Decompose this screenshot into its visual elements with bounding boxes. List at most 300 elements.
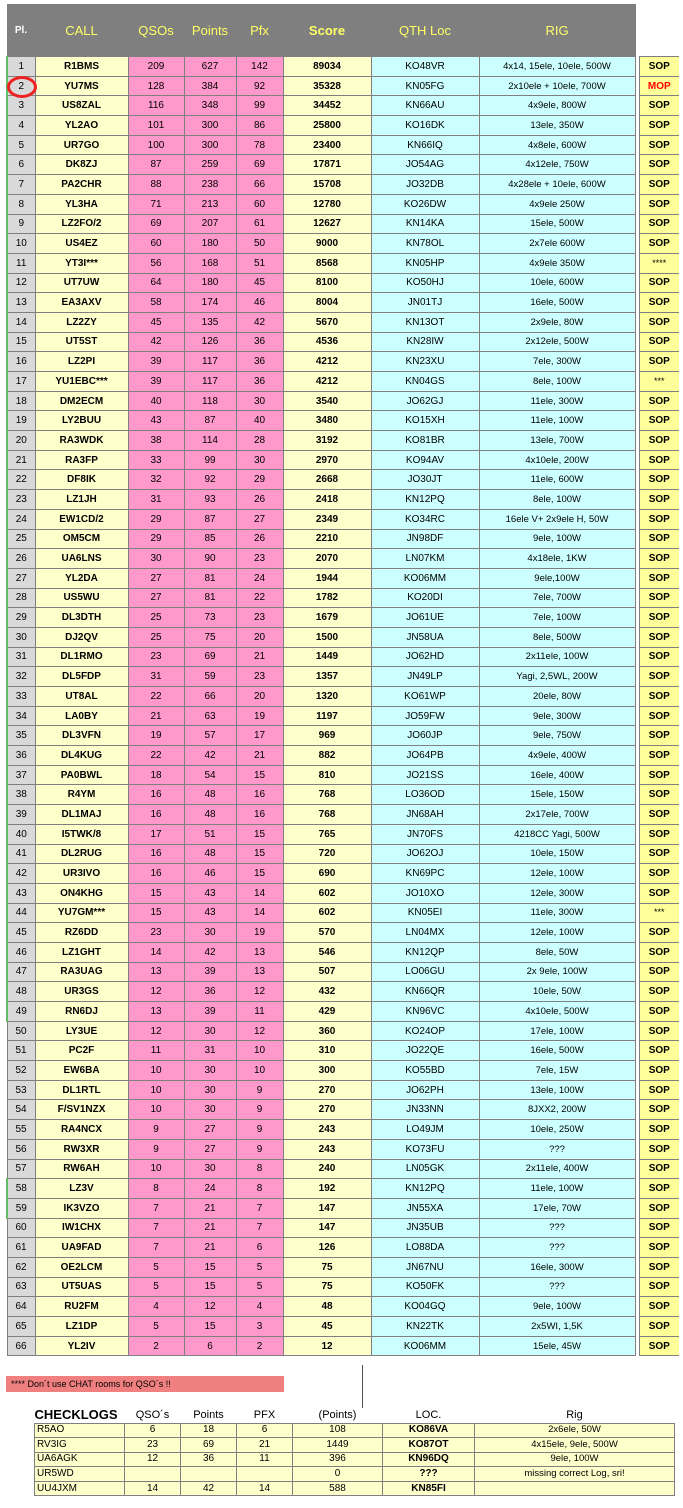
qsos-cell: 11 bbox=[128, 1041, 184, 1061]
rank-cell: 50 bbox=[7, 1021, 35, 1041]
qsos-cell: 14 bbox=[128, 942, 184, 962]
rig-cell: 8JXX2, 200W bbox=[479, 1100, 635, 1120]
checklog-pfx-cell bbox=[237, 1467, 293, 1482]
score-cell: 34452 bbox=[283, 96, 371, 116]
checklogs-header-loc: LOC. bbox=[415, 1408, 442, 1421]
pfx-cell: 4 bbox=[236, 1297, 283, 1317]
pfx-cell: 7 bbox=[236, 1198, 283, 1218]
rank-cell: 63 bbox=[7, 1277, 35, 1297]
table-row bbox=[7, 726, 679, 746]
category-cell: SOP bbox=[639, 1002, 679, 1022]
call-cell: UA9FAD bbox=[35, 1238, 128, 1258]
table-row bbox=[7, 116, 679, 136]
pfx-cell: 13 bbox=[236, 962, 283, 982]
category-cell: SOP bbox=[639, 175, 679, 195]
rank-cell: 64 bbox=[7, 1297, 35, 1317]
qsos-cell: 10 bbox=[128, 1061, 184, 1081]
qsos-cell: 30 bbox=[128, 549, 184, 569]
points-cell: 174 bbox=[184, 293, 236, 313]
rank-cell: 29 bbox=[7, 608, 35, 628]
rank-cell: 19 bbox=[7, 411, 35, 431]
checklog-score-cell: 588 bbox=[293, 1481, 383, 1496]
call-cell: IK3VZO bbox=[35, 1198, 128, 1218]
locator-cell: JN58UA bbox=[371, 627, 479, 647]
rank-cell: 22 bbox=[7, 470, 35, 490]
pfx-cell: 9 bbox=[236, 1100, 283, 1120]
category-cell: SOP bbox=[639, 214, 679, 234]
score-cell: 969 bbox=[283, 726, 371, 746]
qsos-cell: 69 bbox=[128, 214, 184, 234]
checklog-row bbox=[35, 1423, 675, 1438]
table-row bbox=[7, 431, 679, 451]
points-cell: 384 bbox=[184, 76, 236, 96]
points-cell: 81 bbox=[184, 568, 236, 588]
rig-cell: 2x 9ele, 100W bbox=[479, 962, 635, 982]
points-cell: 213 bbox=[184, 194, 236, 214]
category-cell: SOP bbox=[639, 982, 679, 1002]
rank-cell: 45 bbox=[7, 923, 35, 943]
qsos-cell: 13 bbox=[128, 1002, 184, 1022]
pfx-cell: 12 bbox=[236, 982, 283, 1002]
qsos-cell: 101 bbox=[128, 116, 184, 136]
score-cell: 1357 bbox=[283, 667, 371, 687]
call-cell: OM5CM bbox=[35, 529, 128, 549]
locator-cell: LN07KM bbox=[371, 549, 479, 569]
locator-cell: KN13OT bbox=[371, 312, 479, 332]
rig-cell: 9ele, 100W bbox=[479, 529, 635, 549]
locator-cell: KO06MM bbox=[371, 568, 479, 588]
category-cell: SOP bbox=[639, 1297, 679, 1317]
pfx-cell: 19 bbox=[236, 923, 283, 943]
table-row bbox=[7, 746, 679, 766]
qsos-cell: 56 bbox=[128, 253, 184, 273]
score-cell: 810 bbox=[283, 765, 371, 785]
category-cell: SOP bbox=[639, 450, 679, 470]
qsos-cell: 15 bbox=[128, 883, 184, 903]
pfx-cell: 23 bbox=[236, 608, 283, 628]
rank-cell: 15 bbox=[7, 332, 35, 352]
locator-cell: LO88DA bbox=[371, 1238, 479, 1258]
checklogs-section bbox=[34, 1407, 674, 1496]
points-cell: 39 bbox=[184, 962, 236, 982]
table-row bbox=[7, 608, 679, 628]
score-cell: 75 bbox=[283, 1277, 371, 1297]
qsos-cell: 209 bbox=[128, 57, 184, 77]
pfx-cell: 6 bbox=[236, 1238, 283, 1258]
category-cell: SOP bbox=[639, 234, 679, 254]
category-cell: SOP bbox=[639, 746, 679, 766]
rank-cell: 12 bbox=[7, 273, 35, 293]
qsos-cell: 29 bbox=[128, 529, 184, 549]
rank-cell: 28 bbox=[7, 588, 35, 608]
rig-cell: ??? bbox=[479, 1277, 635, 1297]
locator-cell: KN28IW bbox=[371, 332, 479, 352]
category-cell: SOP bbox=[639, 352, 679, 372]
points-cell: 42 bbox=[184, 746, 236, 766]
rig-cell: 4x18ele, 1KW bbox=[479, 549, 635, 569]
points-cell: 57 bbox=[184, 726, 236, 746]
category-cell: SOP bbox=[639, 883, 679, 903]
rig-cell: 4x9ele 350W bbox=[479, 253, 635, 273]
call-cell: UR3IVO bbox=[35, 864, 128, 884]
score-cell: 12627 bbox=[283, 214, 371, 234]
qsos-cell: 16 bbox=[128, 844, 184, 864]
points-cell: 48 bbox=[184, 844, 236, 864]
score-cell: 8568 bbox=[283, 253, 371, 273]
score-cell: 2970 bbox=[283, 450, 371, 470]
pfx-cell: 30 bbox=[236, 450, 283, 470]
pfx-cell: 45 bbox=[236, 273, 283, 293]
table-row bbox=[7, 883, 679, 903]
qsos-cell: 7 bbox=[128, 1218, 184, 1238]
table-row bbox=[7, 844, 679, 864]
category-cell: SOP bbox=[639, 194, 679, 214]
rig-cell: 10ele, 50W bbox=[479, 982, 635, 1002]
qsos-cell: 71 bbox=[128, 194, 184, 214]
checklogs-header-qsos: QSO´s bbox=[135, 1408, 170, 1421]
qsos-cell: 21 bbox=[128, 706, 184, 726]
points-cell: 126 bbox=[184, 332, 236, 352]
rig-cell: 10ele, 600W bbox=[479, 273, 635, 293]
call-cell: YU7GM*** bbox=[35, 903, 128, 923]
locator-cell: JN33NN bbox=[371, 1100, 479, 1120]
call-cell: R4YM bbox=[35, 785, 128, 805]
locator-cell: KO81BR bbox=[371, 431, 479, 451]
points-cell: 627 bbox=[184, 57, 236, 77]
pfx-cell: 66 bbox=[236, 175, 283, 195]
checklog-qsos-cell: 23 bbox=[125, 1438, 181, 1453]
checklog-locator-cell: ??? bbox=[383, 1467, 475, 1482]
pfx-cell: 15 bbox=[236, 765, 283, 785]
category-cell: SOP bbox=[639, 57, 679, 77]
call-cell: UT5ST bbox=[35, 332, 128, 352]
qsos-cell: 13 bbox=[128, 962, 184, 982]
score-cell: 3192 bbox=[283, 431, 371, 451]
score-cell: 2210 bbox=[283, 529, 371, 549]
score-cell: 4212 bbox=[283, 372, 371, 392]
score-cell: 310 bbox=[283, 1041, 371, 1061]
checklogs-table bbox=[34, 1407, 675, 1496]
qsos-cell: 128 bbox=[128, 76, 184, 96]
rig-cell: ??? bbox=[479, 1238, 635, 1258]
checklogs-header-rig: Rig bbox=[566, 1408, 583, 1421]
table-row bbox=[7, 903, 679, 923]
locator-cell: JO21SS bbox=[371, 765, 479, 785]
rank-cell: 4 bbox=[7, 116, 35, 136]
checklog-locator-cell: KN85FI bbox=[383, 1481, 475, 1496]
score-cell: 690 bbox=[283, 864, 371, 884]
category-cell: SOP bbox=[639, 568, 679, 588]
rig-cell: 4x10ele, 200W bbox=[479, 450, 635, 470]
category-cell: SOP bbox=[639, 1021, 679, 1041]
points-cell: 114 bbox=[184, 431, 236, 451]
locator-cell: JO61UE bbox=[371, 608, 479, 628]
score-cell: 243 bbox=[283, 1120, 371, 1140]
score-cell: 300 bbox=[283, 1061, 371, 1081]
rig-cell: 2x10ele + 10ele, 700W bbox=[479, 76, 635, 96]
locator-cell: JO62GJ bbox=[371, 391, 479, 411]
score-cell: 507 bbox=[283, 962, 371, 982]
checklog-score-cell: 396 bbox=[293, 1452, 383, 1467]
call-cell: RA3WDK bbox=[35, 431, 128, 451]
call-cell: US4EZ bbox=[35, 234, 128, 254]
checklog-locator-cell: KO87OT bbox=[383, 1438, 475, 1453]
points-cell: 63 bbox=[184, 706, 236, 726]
locator-cell: KN14KA bbox=[371, 214, 479, 234]
category-cell: MOP bbox=[639, 76, 679, 96]
table-row bbox=[7, 1120, 679, 1140]
call-cell: RN6DJ bbox=[35, 1002, 128, 1022]
call-cell: DJ2QV bbox=[35, 627, 128, 647]
rank-cell: 10 bbox=[7, 234, 35, 254]
call-cell: LA0BY bbox=[35, 706, 128, 726]
category-cell: SOP bbox=[639, 1336, 679, 1356]
score-cell: 1449 bbox=[283, 647, 371, 667]
call-cell: DL1RMO bbox=[35, 647, 128, 667]
checklog-rig-cell: missing correct Log, sri! bbox=[475, 1467, 675, 1482]
points-cell: 51 bbox=[184, 824, 236, 844]
qsos-cell: 116 bbox=[128, 96, 184, 116]
rig-cell: 11ele, 600W bbox=[479, 470, 635, 490]
call-cell: UT7UW bbox=[35, 273, 128, 293]
category-cell: *** bbox=[639, 372, 679, 392]
qsos-cell: 23 bbox=[128, 923, 184, 943]
score-cell: 9000 bbox=[283, 234, 371, 254]
checklog-qsos-cell: 12 bbox=[125, 1452, 181, 1467]
rig-cell: 2x17ele, 700W bbox=[479, 805, 635, 825]
pfx-cell: 15 bbox=[236, 844, 283, 864]
pfx-cell: 36 bbox=[236, 352, 283, 372]
rig-cell: ??? bbox=[479, 1218, 635, 1238]
pfx-cell: 15 bbox=[236, 824, 283, 844]
category-cell: SOP bbox=[639, 1061, 679, 1081]
call-cell: UR3GS bbox=[35, 982, 128, 1002]
points-cell: 30 bbox=[184, 923, 236, 943]
locator-cell: KO50HJ bbox=[371, 273, 479, 293]
rig-cell: 11ele, 300W bbox=[479, 391, 635, 411]
locator-cell: KN66AU bbox=[371, 96, 479, 116]
category-cell: SOP bbox=[639, 470, 679, 490]
rank-cell: 35 bbox=[7, 726, 35, 746]
category-cell: SOP bbox=[639, 490, 679, 510]
checklog-score-cell: 1449 bbox=[293, 1438, 383, 1453]
call-cell: YL2DA bbox=[35, 568, 128, 588]
table-row bbox=[7, 1257, 679, 1277]
rank-cell: 49 bbox=[7, 1002, 35, 1022]
rank-cell: 38 bbox=[7, 785, 35, 805]
pfx-cell: 27 bbox=[236, 509, 283, 529]
call-cell: YL2IV bbox=[35, 1336, 128, 1356]
header-category bbox=[639, 5, 679, 57]
locator-cell: JO10XO bbox=[371, 883, 479, 903]
table-row bbox=[7, 253, 679, 273]
rank-cell: 25 bbox=[7, 529, 35, 549]
rank-cell: 7 bbox=[7, 175, 35, 195]
pfx-cell: 15 bbox=[236, 864, 283, 884]
rig-cell: 2x12ele, 500W bbox=[479, 332, 635, 352]
category-cell: SOP bbox=[639, 1238, 679, 1258]
locator-cell: JO64PB bbox=[371, 746, 479, 766]
score-cell: 2349 bbox=[283, 509, 371, 529]
rank-cell: 20 bbox=[7, 431, 35, 451]
qsos-cell: 27 bbox=[128, 588, 184, 608]
rig-cell: 15ele, 45W bbox=[479, 1336, 635, 1356]
table-row bbox=[7, 864, 679, 884]
points-cell: 180 bbox=[184, 234, 236, 254]
locator-cell: KO34RC bbox=[371, 509, 479, 529]
rig-cell: 13ele, 350W bbox=[479, 116, 635, 136]
locator-cell: LN04MX bbox=[371, 923, 479, 943]
points-cell: 21 bbox=[184, 1198, 236, 1218]
locator-cell: KO16DK bbox=[371, 116, 479, 136]
points-cell: 27 bbox=[184, 1120, 236, 1140]
rank-cell: 60 bbox=[7, 1218, 35, 1238]
header-score: Score bbox=[283, 5, 371, 57]
call-cell: I5TWK/8 bbox=[35, 824, 128, 844]
locator-cell: JN98DF bbox=[371, 529, 479, 549]
category-cell: SOP bbox=[639, 1139, 679, 1159]
points-cell: 87 bbox=[184, 411, 236, 431]
points-cell: 99 bbox=[184, 450, 236, 470]
category-cell: SOP bbox=[639, 273, 679, 293]
table-row bbox=[7, 667, 679, 687]
locator-cell: JN68AH bbox=[371, 805, 479, 825]
call-cell: UR7GO bbox=[35, 135, 128, 155]
call-cell: YU7MS bbox=[35, 76, 128, 96]
category-cell: SOP bbox=[639, 509, 679, 529]
header-qsos: QSOs bbox=[128, 5, 184, 57]
table-row bbox=[7, 214, 679, 234]
rig-cell: 7ele, 700W bbox=[479, 588, 635, 608]
points-cell: 117 bbox=[184, 372, 236, 392]
score-cell: 2668 bbox=[283, 470, 371, 490]
call-cell: DL2RUG bbox=[35, 844, 128, 864]
table-row bbox=[7, 962, 679, 982]
call-cell: RA3FP bbox=[35, 450, 128, 470]
locator-cell: JO54AG bbox=[371, 155, 479, 175]
qsos-cell: 32 bbox=[128, 470, 184, 490]
call-cell: DK8ZJ bbox=[35, 155, 128, 175]
qsos-cell: 9 bbox=[128, 1139, 184, 1159]
pfx-cell: 51 bbox=[236, 253, 283, 273]
points-cell: 39 bbox=[184, 1002, 236, 1022]
call-cell: RA4NCX bbox=[35, 1120, 128, 1140]
locator-cell: KO20DI bbox=[371, 588, 479, 608]
score-cell: 4212 bbox=[283, 352, 371, 372]
category-cell: SOP bbox=[639, 942, 679, 962]
locator-cell: JN35UB bbox=[371, 1218, 479, 1238]
qsos-cell: 16 bbox=[128, 805, 184, 825]
checklog-pfx-cell: 6 bbox=[237, 1423, 293, 1438]
pfx-cell: 20 bbox=[236, 687, 283, 707]
pfx-cell: 99 bbox=[236, 96, 283, 116]
table-row bbox=[7, 982, 679, 1002]
pfx-cell: 2 bbox=[236, 1336, 283, 1356]
points-cell: 24 bbox=[184, 1179, 236, 1199]
score-cell: 570 bbox=[283, 923, 371, 943]
qsos-cell: 100 bbox=[128, 135, 184, 155]
score-cell: 12780 bbox=[283, 194, 371, 214]
table-row bbox=[7, 824, 679, 844]
points-cell: 238 bbox=[184, 175, 236, 195]
category-cell: SOP bbox=[639, 391, 679, 411]
table-row bbox=[7, 1041, 679, 1061]
table-row bbox=[7, 293, 679, 313]
qsos-cell: 58 bbox=[128, 293, 184, 313]
call-cell: UT5UAS bbox=[35, 1277, 128, 1297]
rank-cell: 16 bbox=[7, 352, 35, 372]
qsos-cell: 17 bbox=[128, 824, 184, 844]
score-cell: 35328 bbox=[283, 76, 371, 96]
checklog-points-cell: 18 bbox=[181, 1423, 237, 1438]
category-cell: SOP bbox=[639, 332, 679, 352]
qsos-cell: 31 bbox=[128, 490, 184, 510]
call-cell: LZ1DP bbox=[35, 1317, 128, 1337]
call-cell: DL1MAJ bbox=[35, 805, 128, 825]
rank-cell: 54 bbox=[7, 1100, 35, 1120]
rig-cell: 8ele, 500W bbox=[479, 627, 635, 647]
points-cell: 90 bbox=[184, 549, 236, 569]
rig-cell: 4x8ele, 600W bbox=[479, 135, 635, 155]
qsos-cell: 15 bbox=[128, 903, 184, 923]
points-cell: 30 bbox=[184, 1159, 236, 1179]
locator-cell: KN05EI bbox=[371, 903, 479, 923]
rank-cell: 33 bbox=[7, 687, 35, 707]
score-cell: 75 bbox=[283, 1257, 371, 1277]
pfx-cell: 69 bbox=[236, 155, 283, 175]
checklog-call-cell: UU4JXM bbox=[35, 1481, 125, 1496]
locator-cell: KN04GS bbox=[371, 372, 479, 392]
table-row bbox=[7, 1080, 679, 1100]
table-row bbox=[7, 568, 679, 588]
table-row bbox=[7, 391, 679, 411]
rig-cell: 20ele, 80W bbox=[479, 687, 635, 707]
pfx-cell: 86 bbox=[236, 116, 283, 136]
locator-cell: KN05HP bbox=[371, 253, 479, 273]
checklog-points-cell: 36 bbox=[181, 1452, 237, 1467]
score-cell: 1500 bbox=[283, 627, 371, 647]
rank-cell: 5 bbox=[7, 135, 35, 155]
rig-cell: 15ele, 500W bbox=[479, 214, 635, 234]
points-cell: 300 bbox=[184, 116, 236, 136]
qsos-cell: 43 bbox=[128, 411, 184, 431]
qsos-cell: 12 bbox=[128, 1021, 184, 1041]
pfx-cell: 40 bbox=[236, 411, 283, 431]
table-row bbox=[7, 1238, 679, 1258]
points-cell: 15 bbox=[184, 1277, 236, 1297]
table-row bbox=[7, 194, 679, 214]
points-cell: 69 bbox=[184, 647, 236, 667]
score-cell: 45 bbox=[283, 1317, 371, 1337]
locator-cell: KN12QP bbox=[371, 942, 479, 962]
checklog-rig-cell: 4x15ele, 9ele, 500W bbox=[475, 1438, 675, 1453]
points-cell: 207 bbox=[184, 214, 236, 234]
rank-cell: 1 bbox=[7, 57, 35, 77]
locator-cell: JO22QE bbox=[371, 1041, 479, 1061]
checklog-score-cell: 108 bbox=[293, 1423, 383, 1438]
pfx-cell: 92 bbox=[236, 76, 283, 96]
pfx-cell: 14 bbox=[236, 883, 283, 903]
rig-cell: 4x28ele + 10ele, 600W bbox=[479, 175, 635, 195]
score-cell: 17871 bbox=[283, 155, 371, 175]
call-cell: LZ2FO/2 bbox=[35, 214, 128, 234]
call-cell: PC2F bbox=[35, 1041, 128, 1061]
points-cell: 300 bbox=[184, 135, 236, 155]
call-cell: RA3UAG bbox=[35, 962, 128, 982]
table-row bbox=[7, 1297, 679, 1317]
pfx-cell: 10 bbox=[236, 1061, 283, 1081]
score-cell: 8100 bbox=[283, 273, 371, 293]
